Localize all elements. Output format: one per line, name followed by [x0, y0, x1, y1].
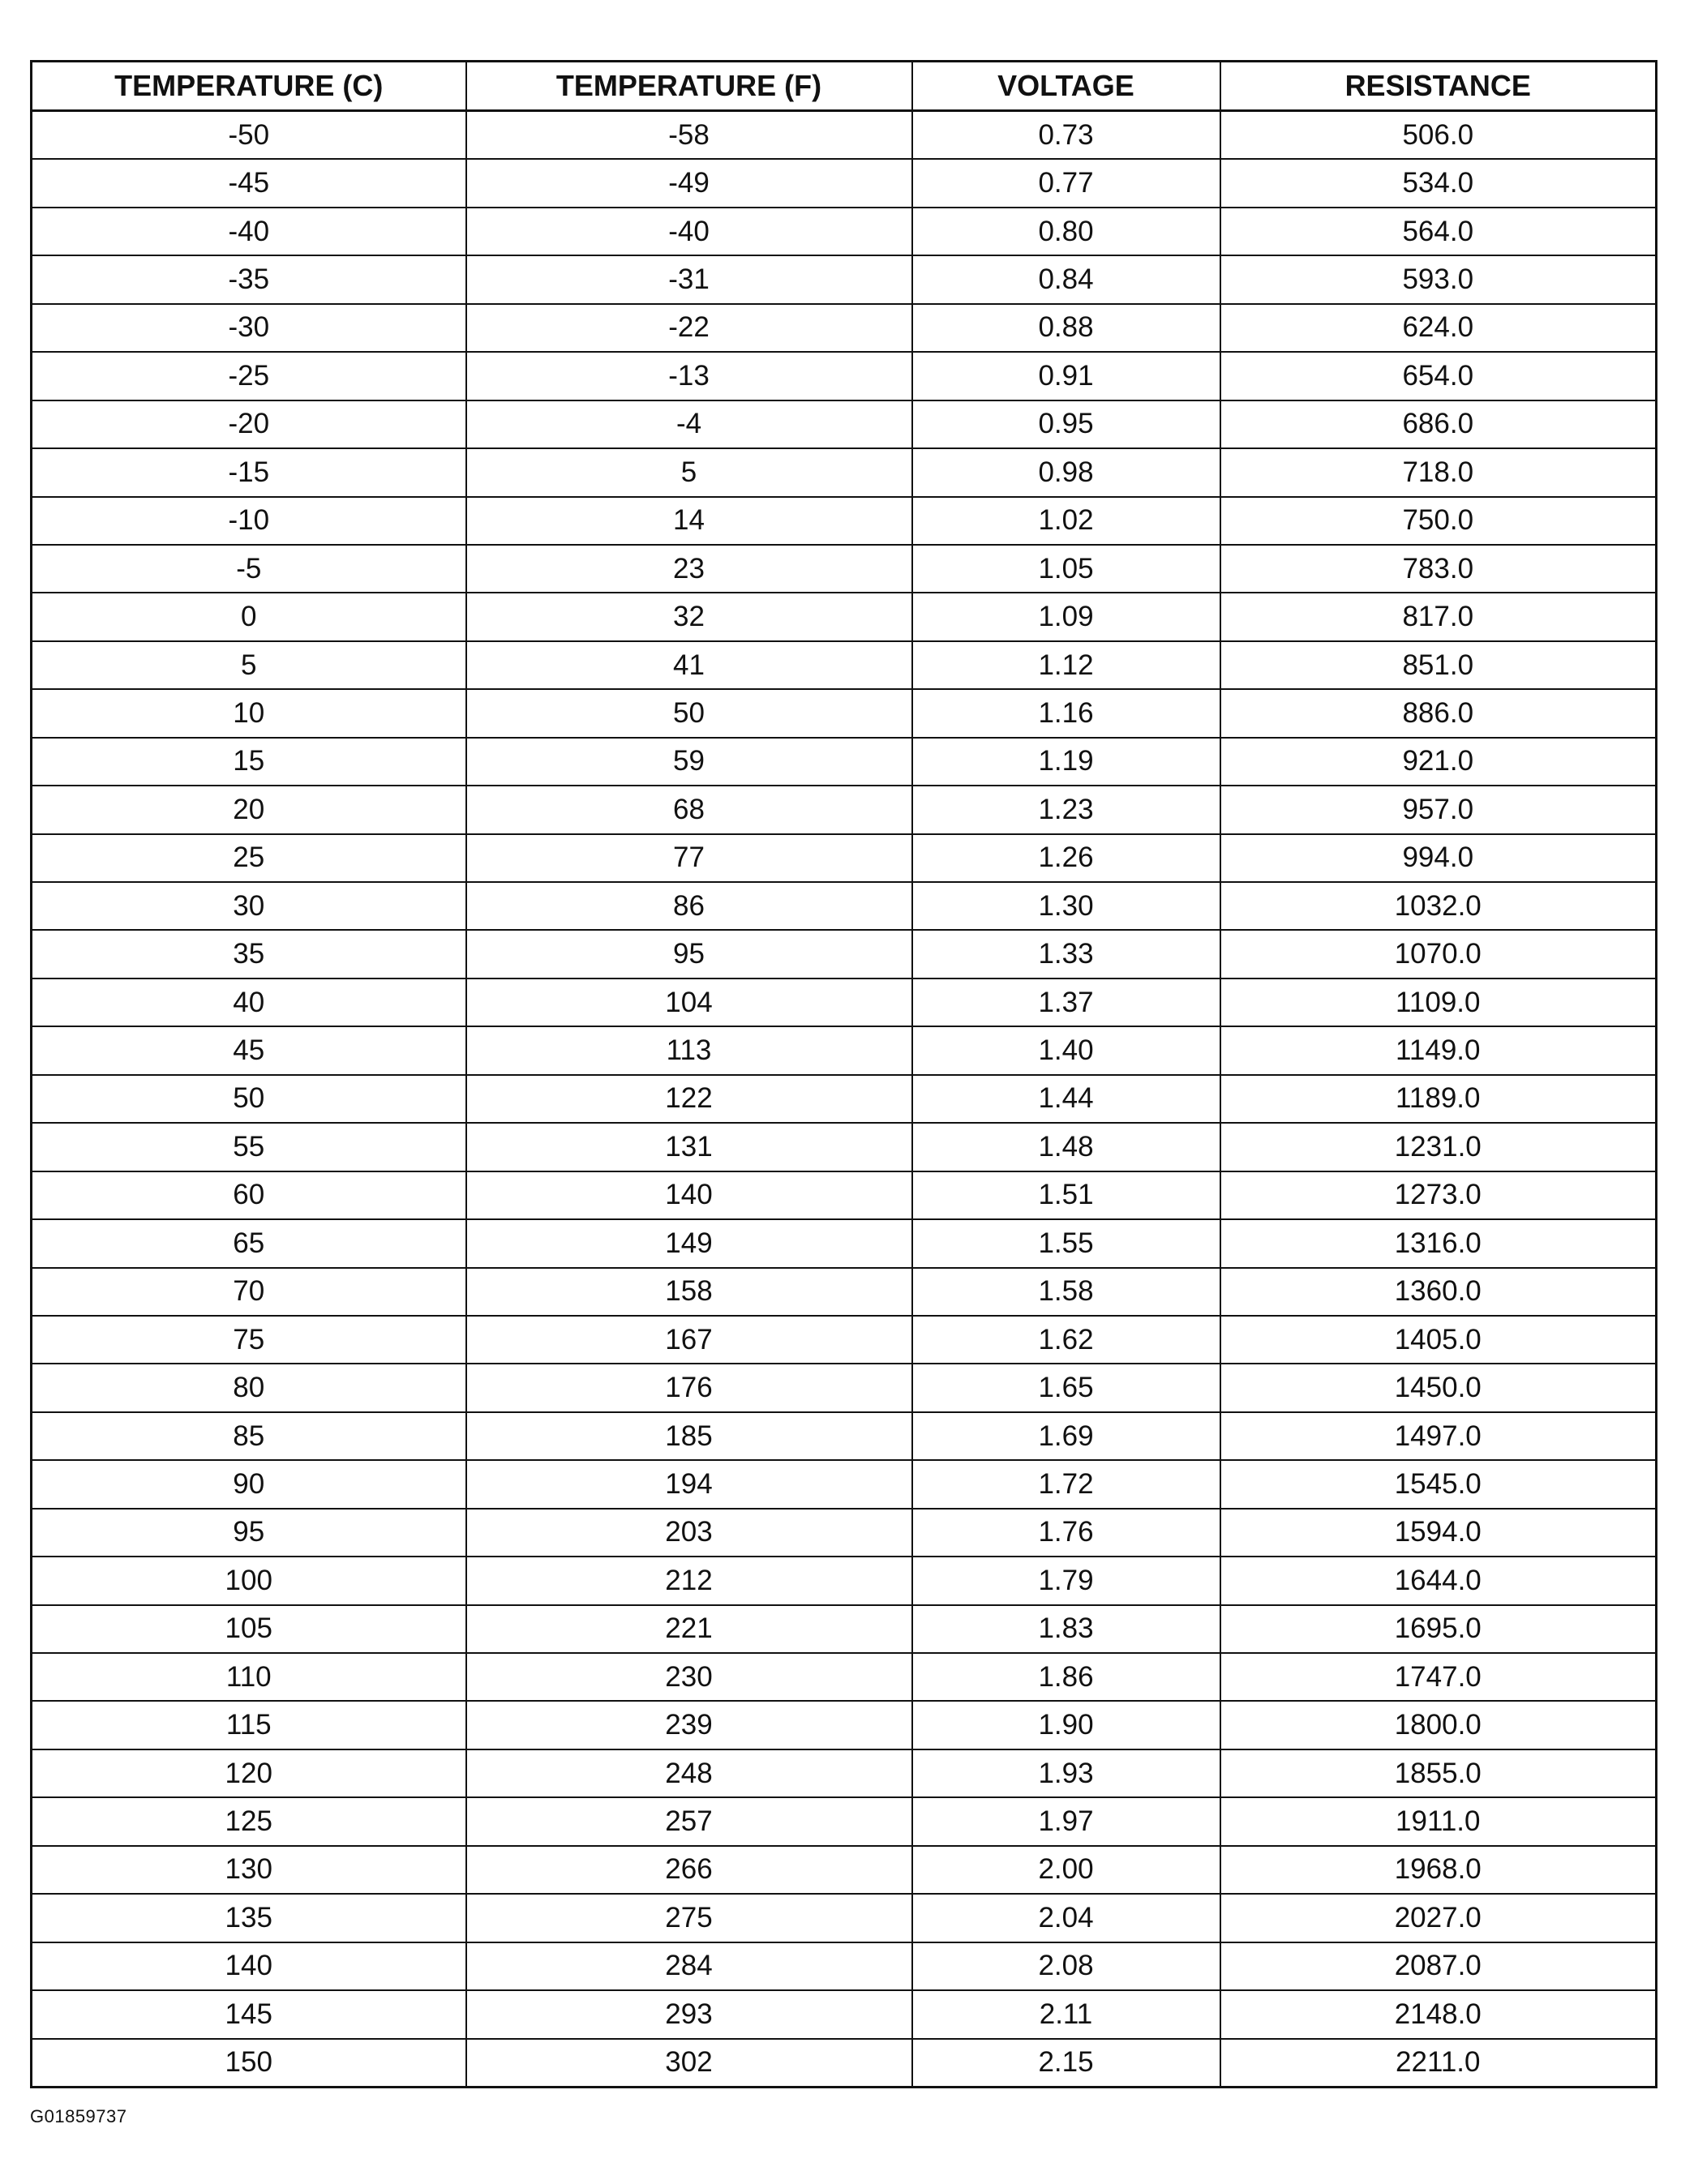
cell-resistance: 1497.0 [1220, 1412, 1657, 1460]
cell-temperature-f: 284 [466, 1942, 912, 1990]
table-row [32, 834, 1657, 882]
cell-temperature-c: 75 [32, 1316, 466, 1364]
cell-resistance: 654.0 [1220, 352, 1657, 400]
cell-resistance: 1911.0 [1220, 1797, 1657, 1845]
cell-temperature-f: -58 [466, 111, 912, 160]
cell-resistance: 1800.0 [1220, 1701, 1657, 1749]
table-row [32, 1412, 1657, 1460]
cell-temperature-f: 95 [466, 930, 912, 978]
cell-temperature-f: 131 [466, 1123, 912, 1171]
table-row [32, 2039, 1657, 2088]
cell-temperature-c: 105 [32, 1605, 466, 1653]
cell-voltage: 1.69 [912, 1412, 1220, 1460]
cell-resistance: 851.0 [1220, 641, 1657, 689]
cell-resistance: 718.0 [1220, 448, 1657, 496]
cell-temperature-f: 149 [466, 1219, 912, 1267]
cell-voltage: 1.33 [912, 930, 1220, 978]
table-row [32, 352, 1657, 400]
cell-voltage: 0.88 [912, 304, 1220, 352]
cell-temperature-c: 110 [32, 1653, 466, 1701]
cell-temperature-c: -10 [32, 497, 466, 545]
cell-temperature-f: 239 [466, 1701, 912, 1749]
cell-resistance: 957.0 [1220, 786, 1657, 833]
table-row [32, 930, 1657, 978]
cell-resistance: 1273.0 [1220, 1171, 1657, 1219]
table-row [32, 1701, 1657, 1749]
cell-temperature-f: 113 [466, 1026, 912, 1074]
cell-temperature-c: 60 [32, 1171, 466, 1219]
table-row [32, 159, 1657, 207]
table-row [32, 448, 1657, 496]
table-row [32, 738, 1657, 786]
table-row [32, 1894, 1657, 1942]
cell-temperature-f: 302 [466, 2039, 912, 2088]
table-row [32, 1509, 1657, 1557]
cell-voltage: 1.90 [912, 1701, 1220, 1749]
cell-voltage: 1.16 [912, 689, 1220, 737]
cell-temperature-c: 20 [32, 786, 466, 833]
cell-temperature-c: 85 [32, 1412, 466, 1460]
cell-resistance: 1149.0 [1220, 1026, 1657, 1074]
cell-voltage: 1.37 [912, 979, 1220, 1026]
cell-resistance: 886.0 [1220, 689, 1657, 737]
cell-resistance: 1695.0 [1220, 1605, 1657, 1653]
cell-voltage: 1.02 [912, 497, 1220, 545]
cell-voltage: 0.95 [912, 400, 1220, 448]
table-row [32, 1316, 1657, 1364]
cell-resistance: 564.0 [1220, 208, 1657, 255]
cell-voltage: 1.62 [912, 1316, 1220, 1364]
cell-voltage: 0.80 [912, 208, 1220, 255]
cell-voltage: 1.23 [912, 786, 1220, 833]
cell-voltage: 0.98 [912, 448, 1220, 496]
cell-temperature-c: 145 [32, 1990, 466, 2038]
cell-resistance: 783.0 [1220, 545, 1657, 593]
cell-temperature-c: 65 [32, 1219, 466, 1267]
cell-temperature-f: 77 [466, 834, 912, 882]
table-row [32, 111, 1657, 160]
table-row [32, 1749, 1657, 1797]
cell-temperature-f: 32 [466, 593, 912, 640]
table-header-row [32, 62, 1657, 111]
cell-voltage: 0.73 [912, 111, 1220, 160]
cell-resistance: 1747.0 [1220, 1653, 1657, 1701]
header-temperature-c: TEMPERATURE (C) [32, 62, 466, 111]
cell-temperature-c: -50 [32, 111, 466, 160]
cell-resistance: 1644.0 [1220, 1557, 1657, 1604]
table-row [32, 1171, 1657, 1219]
cell-voltage: 1.09 [912, 593, 1220, 640]
cell-temperature-f: 221 [466, 1605, 912, 1653]
table-row [32, 1653, 1657, 1701]
table-row [32, 786, 1657, 833]
cell-resistance: 2148.0 [1220, 1990, 1657, 2038]
cell-temperature-c: -40 [32, 208, 466, 255]
cell-temperature-c: 15 [32, 738, 466, 786]
cell-voltage: 1.40 [912, 1026, 1220, 1074]
cell-resistance: 2211.0 [1220, 2039, 1657, 2088]
cell-temperature-f: 122 [466, 1075, 912, 1123]
cell-temperature-c: -30 [32, 304, 466, 352]
cell-temperature-f: 50 [466, 689, 912, 737]
cell-resistance: 1450.0 [1220, 1364, 1657, 1411]
cell-temperature-f: 104 [466, 979, 912, 1026]
cell-temperature-f: 248 [466, 1749, 912, 1797]
cell-temperature-f: 41 [466, 641, 912, 689]
cell-voltage: 2.08 [912, 1942, 1220, 1990]
cell-resistance: 750.0 [1220, 497, 1657, 545]
cell-temperature-f: 230 [466, 1653, 912, 1701]
cell-voltage: 1.55 [912, 1219, 1220, 1267]
cell-temperature-c: 130 [32, 1846, 466, 1894]
cell-temperature-f: 176 [466, 1364, 912, 1411]
cell-resistance: 593.0 [1220, 255, 1657, 303]
cell-voltage: 1.48 [912, 1123, 1220, 1171]
table-row [32, 1846, 1657, 1894]
cell-resistance: 2087.0 [1220, 1942, 1657, 1990]
cell-temperature-c: 55 [32, 1123, 466, 1171]
table-row [32, 255, 1657, 303]
cell-resistance: 1109.0 [1220, 979, 1657, 1026]
table-row [32, 497, 1657, 545]
cell-resistance: 1070.0 [1220, 930, 1657, 978]
table-body [32, 111, 1657, 2088]
table-row [32, 1990, 1657, 2038]
cell-temperature-c: 120 [32, 1749, 466, 1797]
table-row [32, 882, 1657, 930]
cell-voltage: 1.58 [912, 1268, 1220, 1316]
cell-temperature-f: -40 [466, 208, 912, 255]
cell-temperature-f: 257 [466, 1797, 912, 1845]
cell-resistance: 1231.0 [1220, 1123, 1657, 1171]
cell-voltage: 1.83 [912, 1605, 1220, 1653]
cell-voltage: 1.93 [912, 1749, 1220, 1797]
cell-resistance: 506.0 [1220, 111, 1657, 160]
cell-temperature-f: -13 [466, 352, 912, 400]
cell-temperature-c: 10 [32, 689, 466, 737]
cell-resistance: 1405.0 [1220, 1316, 1657, 1364]
table-row [32, 400, 1657, 448]
table-row [32, 1364, 1657, 1411]
table-row [32, 1026, 1657, 1074]
cell-voltage: 2.15 [912, 2039, 1220, 2088]
cell-resistance: 817.0 [1220, 593, 1657, 640]
cell-temperature-c: 135 [32, 1894, 466, 1942]
cell-temperature-f: 266 [466, 1846, 912, 1894]
cell-voltage: 1.19 [912, 738, 1220, 786]
cell-temperature-c: 30 [32, 882, 466, 930]
temperature-sensor-table [30, 60, 1657, 2088]
cell-resistance: 534.0 [1220, 159, 1657, 207]
cell-voltage: 1.86 [912, 1653, 1220, 1701]
cell-voltage: 0.91 [912, 352, 1220, 400]
table-row [32, 979, 1657, 1026]
cell-resistance: 1360.0 [1220, 1268, 1657, 1316]
table-row [32, 1797, 1657, 1845]
table-row [32, 1460, 1657, 1508]
cell-voltage: 1.26 [912, 834, 1220, 882]
cell-temperature-c: 100 [32, 1557, 466, 1604]
cell-voltage: 1.12 [912, 641, 1220, 689]
cell-temperature-f: 293 [466, 1990, 912, 2038]
cell-temperature-f: -22 [466, 304, 912, 352]
cell-resistance: 1316.0 [1220, 1219, 1657, 1267]
cell-temperature-c: 25 [32, 834, 466, 882]
table-row [32, 304, 1657, 352]
cell-temperature-c: -15 [32, 448, 466, 496]
cell-voltage: 1.51 [912, 1171, 1220, 1219]
table-row [32, 689, 1657, 737]
cell-voltage: 0.77 [912, 159, 1220, 207]
cell-temperature-f: 203 [466, 1509, 912, 1557]
cell-resistance: 1545.0 [1220, 1460, 1657, 1508]
cell-voltage: 2.00 [912, 1846, 1220, 1894]
cell-temperature-c: 95 [32, 1509, 466, 1557]
cell-temperature-c: 140 [32, 1942, 466, 1990]
cell-voltage: 1.44 [912, 1075, 1220, 1123]
cell-temperature-c: 40 [32, 979, 466, 1026]
cell-temperature-c: 35 [32, 930, 466, 978]
cell-temperature-c: -5 [32, 545, 466, 593]
cell-temperature-f: 14 [466, 497, 912, 545]
cell-temperature-c: 115 [32, 1701, 466, 1749]
cell-temperature-c: -20 [32, 400, 466, 448]
table-row [32, 1075, 1657, 1123]
cell-temperature-c: 45 [32, 1026, 466, 1074]
cell-resistance: 686.0 [1220, 400, 1657, 448]
table-row [32, 1605, 1657, 1653]
cell-temperature-f: 23 [466, 545, 912, 593]
cell-temperature-c: 150 [32, 2039, 466, 2088]
cell-temperature-f: 275 [466, 1894, 912, 1942]
table-row [32, 1219, 1657, 1267]
cell-temperature-f: -31 [466, 255, 912, 303]
cell-temperature-f: 5 [466, 448, 912, 496]
table-row [32, 1268, 1657, 1316]
cell-temperature-f: -4 [466, 400, 912, 448]
cell-temperature-f: 167 [466, 1316, 912, 1364]
cell-voltage: 2.11 [912, 1990, 1220, 2038]
cell-resistance: 1032.0 [1220, 882, 1657, 930]
cell-resistance: 2027.0 [1220, 1894, 1657, 1942]
cell-temperature-f: -49 [466, 159, 912, 207]
cell-temperature-c: 50 [32, 1075, 466, 1123]
table-row [32, 208, 1657, 255]
table-row [32, 1557, 1657, 1604]
cell-resistance: 994.0 [1220, 834, 1657, 882]
cell-temperature-f: 212 [466, 1557, 912, 1604]
figure-id-label: G01859737 [30, 2106, 127, 2126]
cell-temperature-c: -25 [32, 352, 466, 400]
cell-temperature-f: 68 [466, 786, 912, 833]
cell-voltage: 1.72 [912, 1460, 1220, 1508]
cell-resistance: 1594.0 [1220, 1509, 1657, 1557]
header-resistance: RESISTANCE [1220, 62, 1657, 111]
cell-temperature-c: -45 [32, 159, 466, 207]
cell-voltage: 1.79 [912, 1557, 1220, 1604]
cell-voltage: 1.05 [912, 545, 1220, 593]
cell-temperature-c: 80 [32, 1364, 466, 1411]
cell-voltage: 2.04 [912, 1894, 1220, 1942]
cell-temperature-c: 5 [32, 641, 466, 689]
cell-resistance: 1968.0 [1220, 1846, 1657, 1894]
table-row [32, 1942, 1657, 1990]
cell-resistance: 1855.0 [1220, 1749, 1657, 1797]
cell-resistance: 1189.0 [1220, 1075, 1657, 1123]
table-row [32, 545, 1657, 593]
cell-voltage: 1.76 [912, 1509, 1220, 1557]
cell-temperature-f: 59 [466, 738, 912, 786]
cell-temperature-c: 90 [32, 1460, 466, 1508]
cell-voltage: 1.97 [912, 1797, 1220, 1845]
header-temperature-f: TEMPERATURE (F) [466, 62, 912, 111]
cell-temperature-f: 194 [466, 1460, 912, 1508]
cell-temperature-f: 86 [466, 882, 912, 930]
cell-voltage: 1.65 [912, 1364, 1220, 1411]
cell-temperature-c: -35 [32, 255, 466, 303]
table-row [32, 641, 1657, 689]
cell-voltage: 0.84 [912, 255, 1220, 303]
cell-temperature-c: 0 [32, 593, 466, 640]
cell-temperature-f: 158 [466, 1268, 912, 1316]
cell-resistance: 624.0 [1220, 304, 1657, 352]
table-row [32, 1123, 1657, 1171]
cell-resistance: 921.0 [1220, 738, 1657, 786]
cell-voltage: 1.30 [912, 882, 1220, 930]
cell-temperature-f: 140 [466, 1171, 912, 1219]
cell-temperature-c: 70 [32, 1268, 466, 1316]
cell-temperature-c: 125 [32, 1797, 466, 1845]
table-row [32, 593, 1657, 640]
header-voltage: VOLTAGE [912, 62, 1220, 111]
cell-temperature-f: 185 [466, 1412, 912, 1460]
